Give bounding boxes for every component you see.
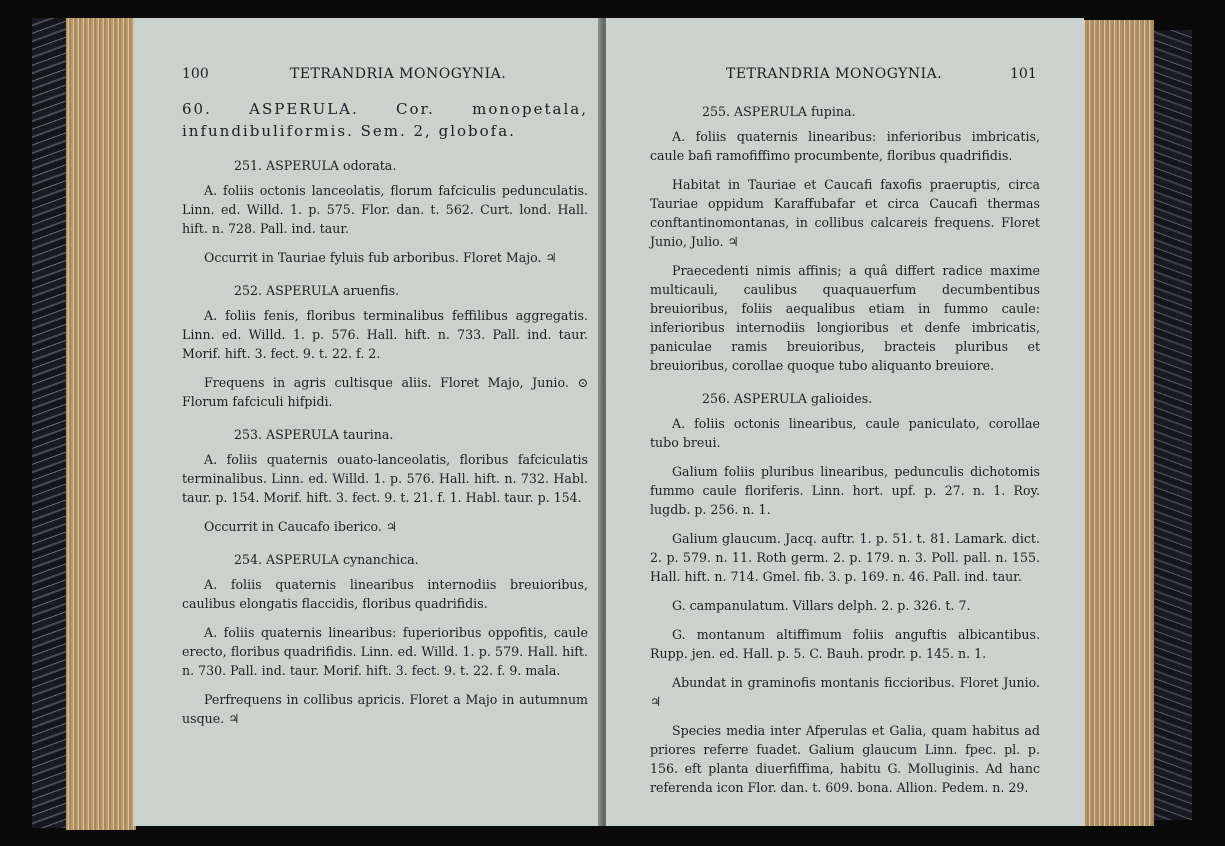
species-paragraph: Praecedenti nimis affinis; a quâ differt radice maxime multicauli, caulibus quaquauerfum decumbentibus breuioribus, foliis aequalibus etiam in fummo caule: inferioribus internodiis longioribus et denfe imbricatis, paniculae ramis breuioribus, bracteis pluribus et breuioribus, corollae quoque tubo aliquanto breuiore. — [650, 263, 1040, 373]
species-paragraph: Occurrit in Caucafo iberico. ♃ — [204, 519, 398, 534]
left-page-body — [182, 98, 588, 738]
left-page — [134, 18, 600, 826]
page-number: 100 — [182, 66, 209, 82]
page-number: 101 — [1010, 66, 1037, 82]
species-title: 251. ASPERULA odorata. — [234, 158, 397, 173]
species-paragraph: Species media inter Afperulas et Galia, quam habitus ad priores referre fuadet. Galium glaucum Linn. fpec. pl. p. 156. eft planta diuerfiffima, habitu G. Molluginis. Ad hanc referenda icon Flor. dan. t. 609. bona. Allion. Pedem. n. 29. — [650, 723, 1040, 795]
species-title: 255. ASPERULA fupina. — [702, 104, 856, 119]
species-paragraph: Habitat in Tauriae et Caucafi faxofis praeruptis, circa Tauriae oppidum Karaffubafar et circa Caucafi thermas conftantinomontanas, in collibus calcareis frequens. Floret Junio, Julio. ♃ — [650, 177, 1040, 249]
genus-heading: 60. ASPERULA. Cor. monopetala, infundibuliformis. Sem. 2, globofa. — [182, 100, 588, 140]
species-paragraph: A. foliis quaternis ouato-lanceolatis, floribus fafciculatis terminalibus. Linn. ed. Willd. 1. p. 576. Hall. hift. n. 732. Habl. taur. p. 154. Morif. hift. 3. fect. 9. t. 21. f. 1. Habl. taur. p. 154. — [182, 452, 588, 505]
running-head: TETRANDRIA MONOGYNIA. — [290, 66, 507, 82]
right-page-body — [650, 98, 1040, 807]
running-head: TETRANDRIA MONOGYNIA. — [726, 66, 943, 82]
species-title: 253. ASPERULA taurina. — [234, 427, 394, 442]
species-title: 254. ASPERULA cynanchica. — [234, 552, 419, 567]
species-paragraph: Abundat in graminofis montanis ficcioribus. Floret Junio. ♃ — [650, 675, 1040, 709]
species-paragraph: A. foliis quaternis linearibus internodiis breuioribus, caulibus elongatis flaccidis, floribus quadrifidis. — [182, 577, 588, 611]
species-paragraph: A. foliis octonis linearibus, caule paniculato, corollae tubo breui. — [650, 416, 1040, 450]
species-title: 256. ASPERULA galioides. — [702, 391, 873, 406]
left-page-edges — [66, 18, 136, 830]
species-paragraph: A. foliis octonis lanceolatis, florum fafciculis pedunculatis. Linn. ed. Willd. 1. p. 575. Flor. dan. t. 562. Curt. lond. Hall. hift. n. 728. Pall. ind. taur. — [182, 183, 588, 236]
right-page — [606, 18, 1084, 826]
species-paragraph: Occurrit in Tauriae fyluis fub arboribus. Floret Majo. ♃ — [204, 250, 557, 265]
species-paragraph: G. montanum altiffimum foliis anguftis albicantibus. Rupp. jen. ed. Hall. p. 5. C. Bauh. prodr. p. 145. n. 1. — [650, 627, 1040, 661]
species-paragraph: A. foliis quaternis linearibus: inferioribus imbricatis, caule bafi ramofiffimo procumbente, floribus quadrifidis. — [650, 129, 1040, 163]
species-paragraph: Frequens in agris cultisque aliis. Floret Majo, Junio. ⊙ Florum fafciculi hifpidi. — [182, 375, 588, 409]
species-paragraph: Perfrequens in collibus apricis. Floret a Majo in autumnum usque. ♃ — [182, 692, 588, 726]
species-paragraph: G. campanulatum. Villars delph. 2. p. 326. t. 7. — [672, 598, 971, 613]
species-paragraph: A. foliis fenis, floribus terminalibus feffilibus aggregatis. Linn. ed. Willd. 1. p. 576. Hall. hift. n. 733. Pall. ind. taur. Morif. hift. 3. fect. 9. t. 22. f. 2. — [182, 308, 588, 361]
species-paragraph: Galium glaucum. Jacq. auftr. 1. p. 51. t. 81. Lamark. dict. 2. p. 579. n. 11. Roth germ. 2. p. 179. n. 3. Poll. pall. n. 155. Hall. hift. n. 714. Gmel. fib. 3. p. 169. n. 46. Pall. ind. taur. — [650, 531, 1040, 584]
species-paragraph: A. foliis quaternis linearibus: fuperioribus oppofitis, caule erecto, floribus quadrifidis. Linn. ed. Willd. 1. p. 579. Hall. hift. n. 730. Pall. ind. taur. Morif. hift. 3. fect. 9. t. 22. f. 9. mala. — [182, 625, 588, 678]
species-paragraph: Galium foliis pluribus linearibus, pedunculis dichotomis fummo caule floriferis. Linn. hort. upf. p. 27. n. 1. Roy. lugdb. p. 256. n. 1. — [650, 464, 1040, 517]
right-binding — [1150, 30, 1192, 820]
right-page-edges — [1082, 20, 1154, 826]
species-title: 252. ASPERULA aruenfis. — [234, 283, 400, 298]
